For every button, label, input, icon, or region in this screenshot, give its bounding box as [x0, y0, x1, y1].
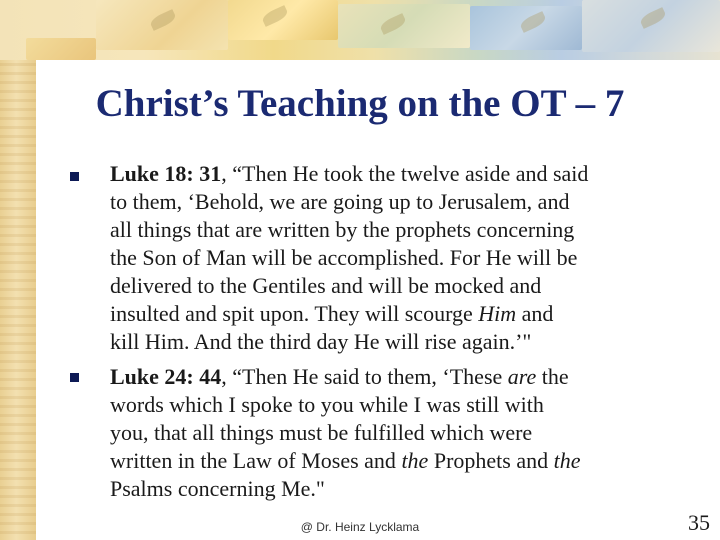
- bullet-text-run: Psalms concerning Me.": [110, 476, 325, 501]
- bullet-line: [110, 363, 670, 391]
- bullet-square-icon: [70, 373, 79, 382]
- bullet-text-run: Prophets and: [428, 448, 554, 473]
- bullet-text-run: delivered to the Gentiles and will be mocked and: [110, 273, 542, 298]
- bullet-text-run: , “Then He took the twelve aside and said: [221, 161, 589, 186]
- page-number: 35: [688, 510, 710, 535]
- bullet-text-run: all things that are written by the prophets concerning: [110, 217, 575, 242]
- bullet-text-run: are: [507, 364, 537, 389]
- bullet-square-icon: [70, 172, 79, 181]
- scripture-reference: Luke 24: 44: [110, 364, 222, 389]
- bullet-line: [110, 216, 670, 244]
- bullet-line: [110, 391, 670, 419]
- footer-credit: @ Dr. Heinz Lycklama: [300, 520, 420, 534]
- slide-title: Christ’s Teaching on the OT – 7: [95, 82, 625, 125]
- bullet-line: [110, 328, 670, 356]
- decorative-tile: [338, 4, 470, 48]
- bullet-item-luke-18-31: [110, 160, 670, 356]
- decorative-top-banner: [0, 0, 720, 60]
- bullet-text-run: written in the Law of Moses and: [110, 448, 402, 473]
- decorative-tile: [582, 0, 720, 52]
- bullet-line: [110, 244, 670, 272]
- decorative-tile: [26, 38, 96, 60]
- bullet-text-run: to them, ‘Behold, we are going up to Jerusalem, and: [110, 189, 570, 214]
- bullet-text-run: words which I spoke to you while I was still with: [110, 392, 544, 417]
- bullet-line: [110, 160, 670, 188]
- bullet-line: [110, 188, 670, 216]
- bullet-text-run: the: [536, 364, 569, 389]
- bullet-line: [110, 272, 670, 300]
- scripture-reference: Luke 18: 31: [110, 161, 222, 186]
- bullet-text-run: the Son of Man will be accomplished. For He will be: [110, 245, 578, 270]
- bullet-line: [110, 447, 670, 475]
- bullet-text-run: Him: [478, 301, 517, 326]
- bullet-text-run: , “Then He said to them, ‘These: [221, 364, 508, 389]
- bullet-line: [110, 300, 670, 328]
- bullet-text-run: insulted and spit upon. They will scourge: [110, 301, 479, 326]
- bullet-item-luke-24-44: [110, 363, 670, 503]
- bullet-line: [110, 419, 670, 447]
- bullet-text-run: the: [553, 448, 581, 473]
- bullet-text-run: kill Him. And the third day He will rise again.’": [110, 329, 532, 354]
- bullet-text-run: the: [401, 448, 429, 473]
- bullet-text-run: you, that all things must be fulfilled which were: [110, 420, 533, 445]
- bullet-line: [110, 475, 670, 503]
- bullet-text-run: and: [516, 301, 554, 326]
